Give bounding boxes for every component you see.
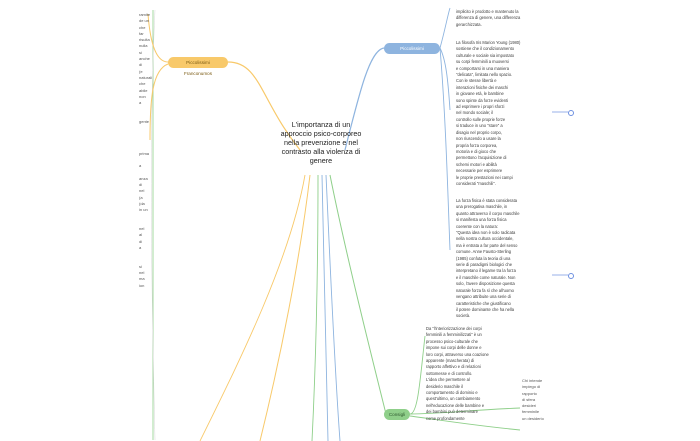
connector-down-2: [312, 175, 318, 441]
node-right-blue[interactable]: Piccolissimi Franconumos: [384, 43, 440, 54]
right-paragraph-1: La filosofa Iris Marion Young (1980) sostiene che il condizionamento culturale e sociale sia impostato su corpi femminili a muoversi e comportarsi in una maniera "delicata", limitata nello spazio. Con le stesse libertà e interazioni fisiche dei maschi in giovane età, le bambine sono spinte da forze evidenti ad esprimere i propri sforzi nel mondo sociale; il controllo sulle proprie forze si traduce in uno "stare" a disagio nel proprio corpo, non riuscendo a usare la propria forza corporea, motoria e di gioco che permettono l'acquisizione di schemi motori e abilità necessarie per esprimere le proprie prestazioni nei campi considerati "maschili".: [456, 40, 521, 186]
left-text-fragment: ramite de un che far risulta nulla si anche di (e naturali che abile non a gente prima a anza di nel (a (da in un nel al di a si nel ma ion: [139, 12, 153, 288]
right-paragraph-2: La forza fisica è stata considerata una prerogativa maschile, in quanto attraverso il corpo maschile si manifesta una forza fisica coerente con la natura: "Questa idea non è solo radicata nella nostra cultura occidentale, ma è entrata a far parte del senso comune. Anne Fausto-Sterling (1985) confuta la teoria di una serie di paradigmi biologici che interpretano il legame tra la forza e il maschile come naturale. Non solo, l'avere disposizione questa naturale forza fa sì che all'uomo vengano attribuite una serie di caratteristiche che giustificano il potere dominante che ha nella società.: [456, 198, 520, 319]
collapse-toggle-icon[interactable]: [568, 110, 574, 116]
bottom-paragraph: Da "l'interiorizzazione dei corpi femminili a femminilizzati" è un processo psico-culturale che impone sui corpi delle donne e loro corpi, attraverso una coazione apparente (mascherata) di rapporto affettivo e di relazioni sottomesse e di controllo. L'idea che permettere al desiderio maschile il comportamento di dominio e quest'ultimo, un cambiamento nell'educazione delle bambine e dei bambini può determinare come profondamente: [426, 326, 489, 421]
connector-down-4: [326, 175, 340, 441]
connector-down-5: [330, 175, 386, 414]
connector-down-1: [260, 175, 310, 441]
central-topic[interactable]: L'importanza di un approccio psico-corporeo nella prevenzione e nel contrasto alla violenza di genere: [280, 120, 362, 165]
connector-green-to-text: [410, 336, 425, 414]
collapse-toggle-icon[interactable]: [568, 273, 574, 279]
right-top-text: implicito è prodotto e mantenuto la differenza di genere, una differenza gerarchizzata.: [456, 9, 521, 27]
bottom-right-fragment: Chi intende impiego di rapporto di sfera desideri femminile un desiderio: [522, 378, 544, 421]
connector-blue-to-text-2: [440, 48, 450, 110]
connector-blue-to-text-3: [440, 48, 450, 250]
node-left-orange[interactable]: Piccolissimi Franconumos: [168, 57, 228, 68]
connector-down-3: [322, 175, 328, 441]
connector-blue-to-text: [440, 8, 450, 48]
node-bottom-green[interactable]: Consigli: [384, 409, 410, 420]
